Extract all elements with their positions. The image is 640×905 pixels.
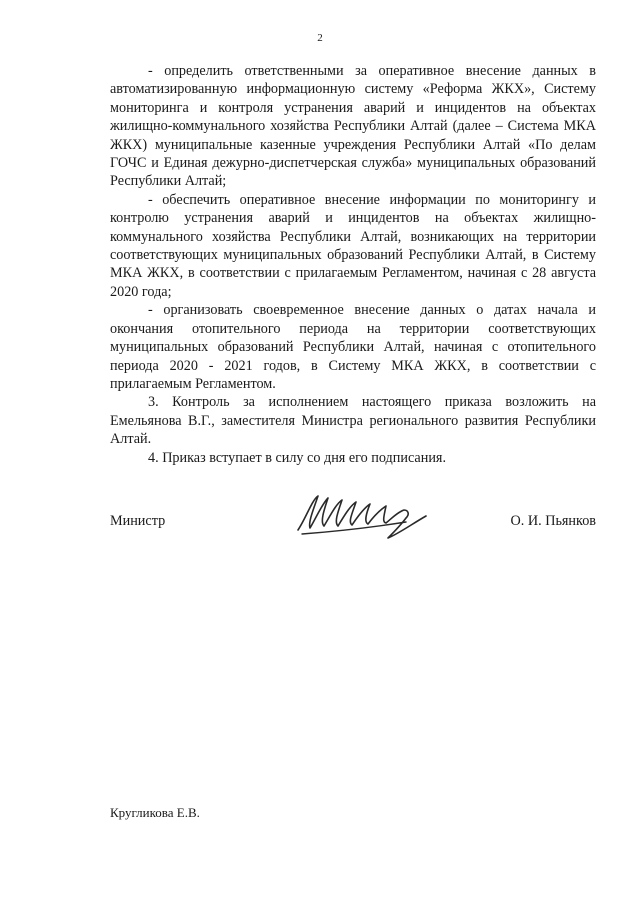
handwritten-signature bbox=[288, 488, 448, 540]
executor-name: Кругликова Е.В. bbox=[110, 805, 200, 820]
paragraph-responsible: - определить ответственными за оперативное внесение данных в автоматизированную информационную систему «Реформа ЖКХ», Систему мониторинга и контроля устранения аварий и инцидентов на объектах жилищно-коммунального хозяйства Республики Алтай (далее – Система МКА ЖКХ) муниципальные казенные учреждения Республики Алтай «По делам ГОЧС и Единая дежурно-диспетчерская служба» муниципальных образований Республики Алтай; bbox=[110, 63, 596, 190]
order-body bbox=[110, 62, 596, 467]
page-number: 2 bbox=[317, 32, 323, 44]
signatory-title: Министр bbox=[110, 513, 166, 529]
paragraph-control: 3. Контроль за исполнением настоящего приказа возложить на Емельянова В.Г., заместителя Министра регионального развития Республики Алтай. bbox=[110, 394, 596, 448]
paragraph-monitoring: - обеспечить оперативное внесение информации по мониторингу и контролю устранения аварий и инцидентов на объектах жилищно-коммунального хозяйства Республики Алтай, возникающих на территории соответствующих муниципальных образований Республики Алтай, в Систему МКА ЖКХ, в соответствии с прилагаемым Регламентом, начиная с 28 августа 2020 года; bbox=[110, 191, 596, 300]
signatory-name: О. И. Пьянков bbox=[510, 513, 596, 529]
paragraph-heating-period: - организовать своевременное внесение данных о датах начала и окончания отопительного периода на территории соответствующих муниципальных образований Республики Алтай, начиная с отопительного периода 2020 - 2021 годов, в Систему МКА ЖКХ, в соответствии с прилагаемым Регламентом. bbox=[110, 302, 596, 392]
paragraph-effective: 4. Приказ вступает в силу со дня его подписания. bbox=[148, 449, 446, 466]
